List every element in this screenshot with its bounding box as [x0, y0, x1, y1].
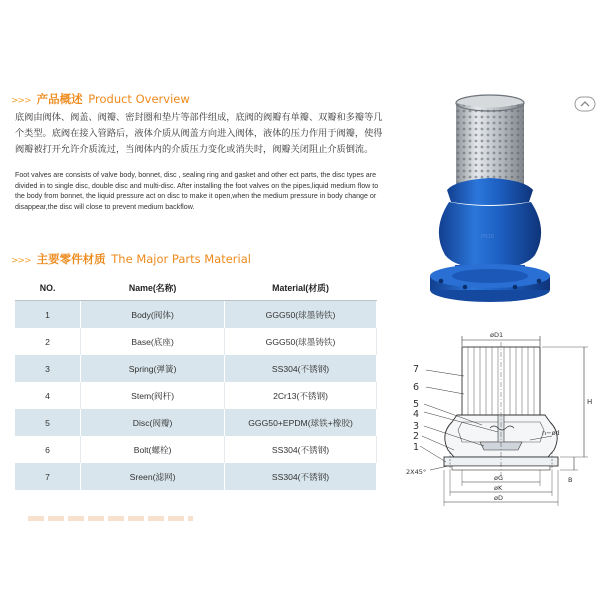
cell-no: 1 — [15, 301, 81, 329]
table-row — [15, 301, 377, 329]
table-row — [15, 382, 377, 409]
dim-k-label: øK — [494, 484, 503, 492]
table-row — [15, 355, 377, 382]
chamfer-note: 2X45° — [406, 468, 427, 476]
overview-text-en: Foot valves are consists of valve body, bonnet, disc , sealing ring and gasket and other ect parts, the disc types are divided in to single disc, double disc and multi-disc. After installing the foot valves on the pipes,liquid medium flow to the body from bonnet, the liquid pressure act on disc to make it open,when the medium pressure in body change or disappear,the disc will close to prevent medium backflow. — [15, 171, 379, 211]
parts-title-cn: 主要零件材质 — [36, 252, 106, 266]
part-number: 2 — [413, 431, 420, 442]
cell-name: Stem(阀杆) — [81, 382, 225, 409]
faded-next-heading — [28, 516, 193, 521]
part-number: 3 — [413, 421, 420, 432]
header-name: Name(名称) — [81, 275, 225, 301]
dim-d-label: øD — [494, 494, 503, 502]
cell-no: 3 — [15, 355, 81, 382]
cell-no: 5 — [15, 409, 81, 436]
header-material: Material(材质) — [225, 275, 377, 301]
table-row — [15, 463, 377, 490]
part-number: 1 — [413, 442, 420, 453]
cell-material: GGG50(球墨铸铁) — [225, 328, 377, 355]
share-icon[interactable] — [574, 96, 596, 112]
cell-material: GGG50(球墨铸铁) — [225, 301, 377, 329]
cell-no: 4 — [15, 382, 81, 409]
cell-name: Base(底座) — [81, 328, 225, 355]
parts-table — [15, 275, 377, 490]
dim-h-label: H — [587, 398, 593, 406]
cell-name: Spring(弹簧) — [81, 355, 225, 382]
part-number: 6 — [413, 382, 420, 393]
table-row — [15, 328, 377, 355]
valve-photo — [425, 90, 555, 315]
table-row — [15, 436, 377, 463]
cell-no: 6 — [15, 436, 81, 463]
cell-no: 2 — [15, 328, 81, 355]
part-number: 4 — [413, 409, 420, 420]
parts-heading — [11, 251, 251, 267]
chevrons-icon: >>> — [11, 256, 31, 266]
cell-material: SS304(不锈钢) — [225, 355, 377, 382]
overview-text-cn: 底阀由阀体、阀盖、阀瓣、密封圈和垫片等部件组成，底阀的阀瓣有单瓣、双瓣和多瓣等几个类型。底阀在接入管路后，液体介质从阀盖方向进入阀体，液体的压力作用于阀瓣，使得阀瓣被打开允许介质流过，当阀体内的介质压力变化或消失时，阀瓣关闭阻止介质倒流。 — [15, 112, 383, 155]
cell-material: 2Cr13(不锈钢) — [225, 382, 377, 409]
valve-drawing — [402, 322, 597, 512]
cell-no: 7 — [15, 463, 81, 490]
dim-d1-label: øD1 — [490, 331, 504, 339]
header-no: NO. — [15, 275, 81, 301]
cell-name: Disc(阀瓣) — [81, 409, 225, 436]
dim-b-label: B — [568, 476, 573, 484]
cell-name: Sreen(滤网) — [81, 463, 225, 490]
cell-name: Bolt(螺栓) — [81, 436, 225, 463]
cell-material: GGG50+EPDM(球铁+橡胶) — [225, 409, 377, 436]
table-row — [15, 409, 377, 436]
overview-heading — [11, 91, 190, 107]
part-number: 7 — [413, 364, 420, 375]
overview-title-cn: 产品概述 — [36, 92, 83, 106]
chevrons-icon: >>> — [11, 96, 31, 106]
cell-name: Body(阀体) — [81, 301, 225, 329]
cell-material: SS304(不锈钢) — [225, 463, 377, 490]
svg-text:PN16: PN16 — [481, 234, 495, 240]
cell-material: SS304(不锈钢) — [225, 436, 377, 463]
bolt-note: n−ød — [542, 429, 560, 437]
overview-title-en: Product Overview — [88, 92, 190, 106]
part-number: 5 — [413, 399, 420, 410]
parts-title-en: The Major Parts Material — [111, 252, 251, 266]
dim-g-label: øG — [494, 474, 504, 482]
table-header-row — [15, 275, 377, 301]
